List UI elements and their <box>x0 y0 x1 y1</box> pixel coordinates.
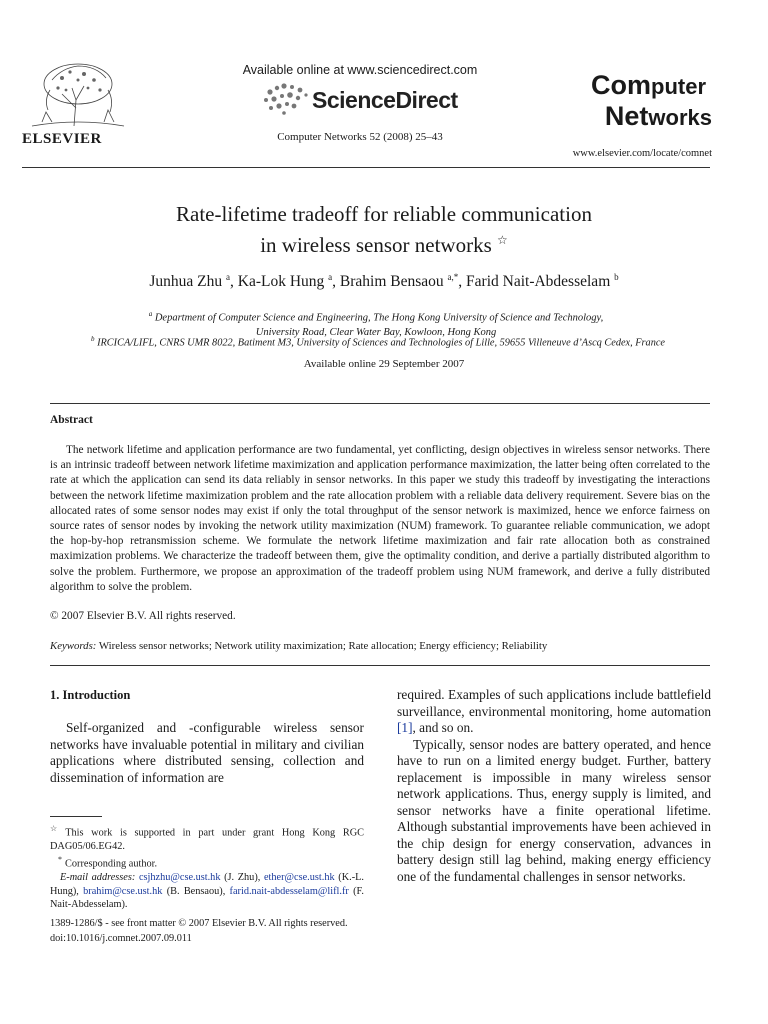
abstract-bottom-rule <box>50 665 710 666</box>
paragraph-text: , and so on. <box>412 720 474 735</box>
left-column <box>50 720 364 786</box>
body-paragraph <box>397 687 711 737</box>
sciencedirect-wordmark: ScienceDirect <box>312 87 458 113</box>
keywords-list: Wireless sensor networks; Network utility maximization; Rate allocation; Energy efficiency; Reliability <box>98 640 548 652</box>
title-line-1: Rate-lifetime tradeoff for reliable communication <box>176 202 592 226</box>
issn-line: 1389-1286/$ - see front matter © 2007 Elsevier B.V. All rights reserved. <box>50 918 348 929</box>
citation-link[interactable]: [1] <box>397 720 413 735</box>
logo-letters-large: Com <box>591 70 651 100</box>
email-link[interactable]: brahim@cse.ust.hk <box>83 885 163 897</box>
body-paragraph: Typically, sensor nodes are battery operated, and hence have to run on a limited energy budget. Further, battery replacement is impossible in many wireless sensor network applications. Thus, energy supply is limited, and sensor networks have a finite operational lifetime. Although substantial improvements have been achieved in the chip design for energy conservation, advances in battery design still lag behind, making energy efficiency one of the fundamental challenges in sensor networks. <box>397 736 711 884</box>
affiliation-b <box>22 335 734 348</box>
author-name: Ka-Lok Hung <box>237 273 325 291</box>
footnote-corresponding-text: Corresponding author. <box>65 858 158 870</box>
paragraph-text: required. Examples of such applications include battlefield surveillance, environmental monitoring, home automation <box>397 687 711 719</box>
email-link[interactable]: ether@cse.ust.hk <box>263 872 335 884</box>
available-online-notice: Available online at www.sciencedirect.com <box>242 63 478 77</box>
header-divider <box>22 167 710 168</box>
logo-line-computer <box>591 72 706 103</box>
author-affiliation-mark: b <box>614 272 619 282</box>
title-footnote-mark[interactable]: ☆ <box>497 233 508 247</box>
abstract-heading: Abstract <box>50 414 93 426</box>
email-label: E-mail addresses: <box>60 872 136 884</box>
article-title <box>40 201 728 258</box>
author-name: Brahim Bensaou <box>339 273 444 291</box>
affiliation-mark: a <box>148 310 153 318</box>
keywords-line <box>50 640 710 652</box>
abstract-top-rule <box>50 403 710 404</box>
section-heading-introduction: 1. Introduction <box>50 688 131 702</box>
footnote-emails <box>50 871 364 912</box>
sciencedirect-dots-icon <box>262 82 310 116</box>
footnotes <box>50 822 364 912</box>
journal-reference: Computer Networks 52 (2008) 25–43 <box>277 131 443 143</box>
publisher-name: ELSEVIER <box>22 131 102 147</box>
logo-line-networks <box>591 103 712 134</box>
email-owner: (K.-L. Hung), <box>50 872 364 897</box>
author-affiliation-mark: a,* <box>447 272 459 282</box>
logo-letters-small: puter <box>651 74 706 99</box>
author-affiliation-mark: a <box>226 272 231 282</box>
abstract-body <box>50 443 710 595</box>
footnote-corresponding <box>58 853 364 871</box>
journal-url[interactable]: www.elsevier.com/locate/comnet <box>572 148 712 159</box>
right-column <box>397 687 711 885</box>
computer-networks-logo <box>591 72 712 134</box>
available-online-date: Available online 29 September 2007 <box>303 358 465 370</box>
email-owner: (F. Nait-Abdesselam). <box>50 885 364 911</box>
affiliation-mark: b <box>90 335 95 343</box>
abstract-paragraph: The network lifetime and application performance are two fundamental, yet conflicting, design objectives in wireless sensor networks. There is an intrinsic tradeoff between network lifetime maximization and application performance maximization, the latter being often correlated to the rate at which the application can send its data reliably in sensor networks. In this paper we study this tradeoff by investigating the interactions between the network lifetime maximization problem and the rate allocation problem with a reliable data delivery requirement. Severe bias on the allocated rates of some sensor nodes may exist if only the total throughput of the sensor network is maximized, hence we enforce fairness on source rates of sensor nodes by invoking the network utility maximization (NUM) framework. To guarantee reliable communication, we adopt the hop-by-hop retransmission scheme. We formulate the network lifetime maximization and fair rate allocation both as constrained maximization problems. We characterize the tradeoff between them, give the optimality condition, and derive a partially distributed algorithm to solve the problem. Furthermore, we propose an approximation of the tradeoff problem using NUM framework, and derive a fully distributed algorithm to solve the problem. <box>50 444 710 593</box>
footnote-star-mark: ☆ <box>50 824 63 833</box>
email-owner: (B. Bensaou), <box>166 885 226 897</box>
email-owner: (J. Zhu), <box>224 872 261 884</box>
logo-letters-large: Net <box>604 101 649 131</box>
author-list: Junhua Zhu $^a$, Ka-Lok Hung $^a$, Brahim Bensaou $^{a,*}$, Farid Nait-Abdesselam $^b$ <box>149 272 619 291</box>
doi-line[interactable]: doi:10.1016/j.comnet.2007.09.011 <box>50 933 192 944</box>
abstract-copyright: © 2007 Elsevier B.V. All rights reserved. <box>50 610 236 622</box>
footnote-rule <box>50 816 102 817</box>
affiliation-b-text: IRCICA/LIFL, CNRS UMR 8022, Batiment M3, University of Sciences and Technologies of Lille, 59655 Villeneuve d’Ascq Cedex, France <box>97 337 665 349</box>
email-link[interactable]: farid.nait-abdesselam@lifl.fr <box>229 885 349 897</box>
body-paragraph: Self-organized and -configurable wireless sensor networks have invaluable potential in military and civilian applications where distributed sensing, collection and dissemination of information are <box>50 720 364 785</box>
author-affiliation-mark: a <box>328 272 333 282</box>
keywords-label: Keywords: <box>50 640 97 652</box>
affiliation-a-line-1: Department of Computer Science and Engineering, The Hong Kong University of Science and Technology, <box>154 312 604 324</box>
footnote-funding-text: This work is supported in part under grant Hong Kong RGC DAG05/06.EG42. <box>50 827 365 852</box>
footnote-asterisk-mark: * <box>58 855 62 865</box>
title-line-2: in wireless sensor networks <box>260 233 492 257</box>
footnote-funding <box>50 822 364 853</box>
affiliation-a-line-2: University Road, Clear Water Bay, Kowloon, Hong Kong <box>255 326 497 338</box>
logo-letters-small: works <box>648 105 712 130</box>
author-name: Farid Nait-Abdesselam <box>466 273 611 291</box>
email-link[interactable]: csjhzhu@cse.ust.hk <box>138 872 221 884</box>
author-name: Junhua Zhu <box>149 273 223 291</box>
